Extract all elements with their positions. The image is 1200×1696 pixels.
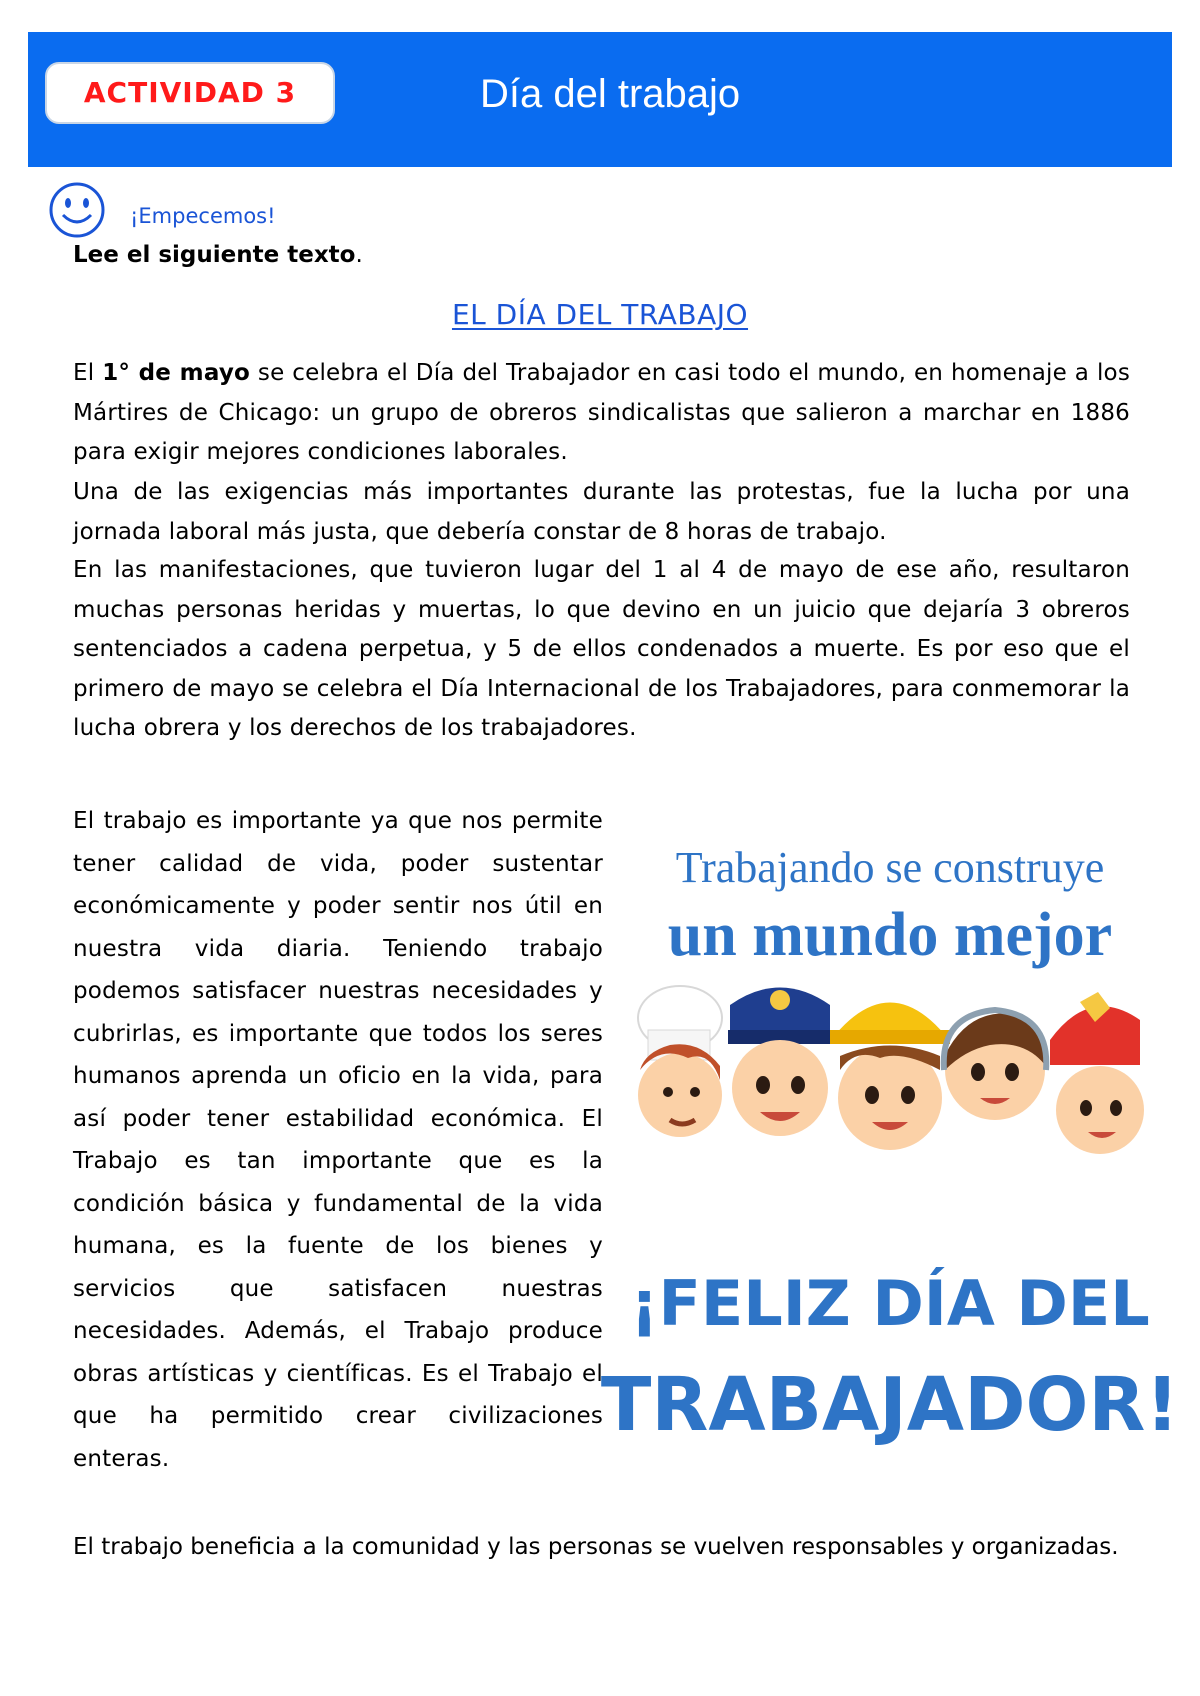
police-child-icon: [728, 988, 832, 1137]
page-title: Día del trabajo: [480, 72, 741, 116]
greeting-text: ¡Empecemos!: [130, 204, 276, 228]
poster-graphic: [600, 830, 1180, 1480]
poster-line-4: TRABAJADOR!: [600, 1362, 1180, 1448]
firefighter-child-icon: [1050, 992, 1144, 1154]
date-highlight: 1° de mayo: [102, 360, 251, 386]
children-workers-illustration: [638, 986, 1144, 1154]
operator-child-icon: [944, 1010, 1047, 1120]
feliz-dia-poster: [600, 830, 1180, 1480]
document-title: EL DÍA DEL TRABAJO: [451, 298, 749, 331]
smiley-icon: [48, 181, 106, 239]
paragraph-5: El trabajo beneficia a la comunidad y las personas se vuelven responsables y organizadas.: [73, 1534, 1119, 1560]
paragraph-1: El 1° de mayo se celebra el Día del Trabajador en casi todo el mundo, en homenaje a los Mártires de Chicago: un grupo de obreros sindicalistas que salieron a marchar en 1886 para exigir mejores condiciones laborales.: [73, 360, 1130, 465]
instruction-text: Lee el siguiente texto.: [73, 242, 363, 268]
activity-label: ACTIVIDAD 3: [45, 62, 335, 124]
poster-line-3: ¡FELIZ DÍA DEL: [630, 1267, 1150, 1340]
poster-line-1: Trabajando se construye: [675, 843, 1105, 892]
poster-line-2: un mundo mejor: [667, 901, 1113, 969]
paragraph-4: El trabajo es importante ya que nos permite tener calidad de vida, poder sustentar económicamente y poder sentir nos útil en nuestra vida diaria. Teniendo trabajo podemos satisfacer nuestras necesidades y cubrirlas, es importante que todos los seres humanos aprenda un oficio en la vida, para así poder tener estabilidad económica. El Trabajo es tan importante que es la condición básica y fundamental de la vida humana, es la fuente de los bienes y servicios que satisfacen nuestras necesidades. Además, el Trabajo produce obras artísticas y científicas. Es el Trabajo el que ha permitido crear civilizaciones enteras.: [73, 808, 603, 1472]
construction-child-icon: [830, 1003, 950, 1151]
paragraph-2: Una de las exigencias más importantes durante las protestas, fue la lucha por una jornada laboral más justa, que debería constar de 8 horas de trabajo.: [73, 479, 1130, 545]
paragraph-3: En las manifestaciones, que tuvieron lugar del 1 al 4 de mayo de ese año, resultaron muchas personas heridas y muertas, lo que devino en un juicio que dejaría 3 obreros sentenciados a cadena perpetua, y 5 de ellos condenados a muerte. Es por eso que el primero de mayo se celebra el Día Internacional de los Trabajadores, para conmemorar la lucha obrera y los derechos de los trabajadores.: [73, 557, 1130, 741]
chef-child-icon: [638, 986, 722, 1137]
